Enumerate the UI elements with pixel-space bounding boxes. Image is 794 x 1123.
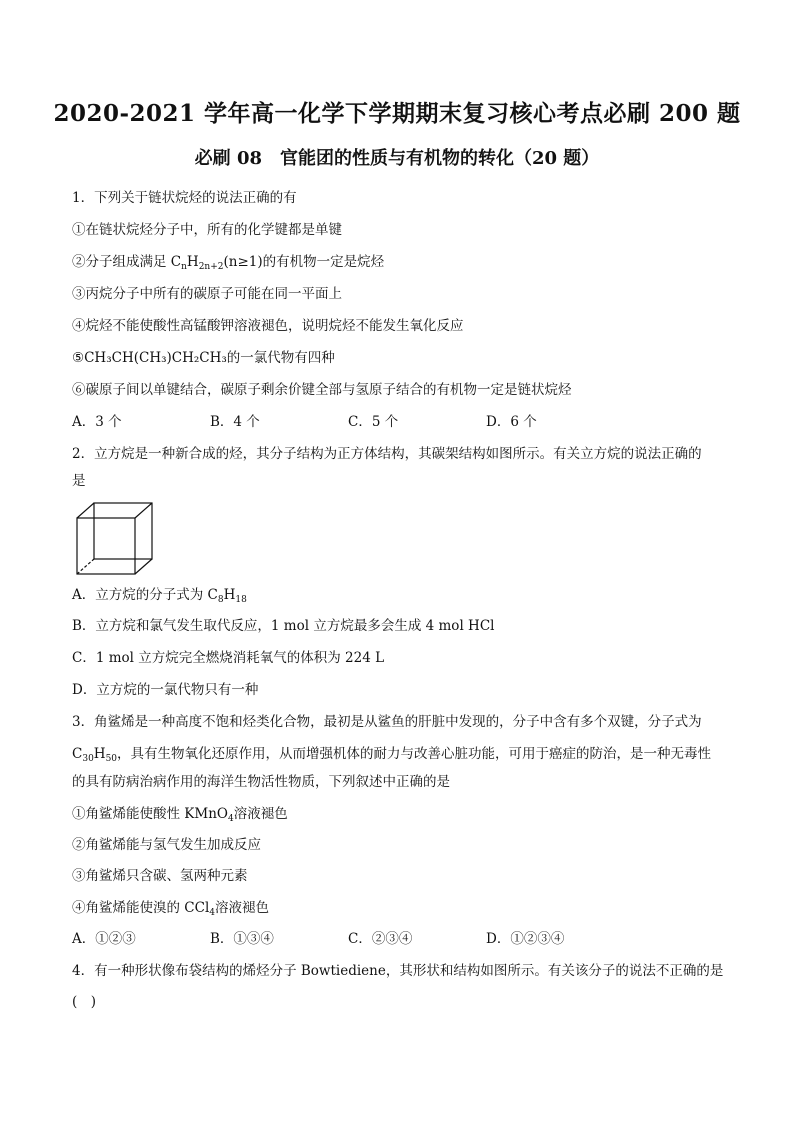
q2-option-d: D．立方烷的一氯代物只有一种 bbox=[72, 682, 259, 698]
q2-stem-line-2: 是 bbox=[72, 473, 86, 489]
q1-option-c: C．5 个 bbox=[348, 414, 399, 430]
q4-stem-line-1: 4．有一种形状像布袋结构的烯烃分子 Bowtiediene，其形状和结构如图所示。有关该分子的说法不正确的是 bbox=[72, 963, 724, 979]
q1-statement-6: ⑥碳原子间以单键结合，碳原子剩余价键全部与氢原子结合的有机物一定是链状烷烃 bbox=[72, 382, 572, 398]
q1-statement-1: ①在链状烷烃分子中，所有的化学键都是单键 bbox=[72, 222, 342, 238]
cubane-figure bbox=[76, 502, 156, 578]
q1-statement-2: ②分子组成满足 $C_nH_{2n+2}(n\ge 1)$的有机物一定是烷烃 bbox=[72, 254, 385, 272]
q4-stem-line-2: ( ) bbox=[72, 994, 97, 1010]
q3-stem-line-2: $C_{30}H_{50}$，具有生物氧化还原作用，从而增强机体的耐力与改善心脏功能，可用于癌症的防治，是一种无毒性 bbox=[72, 746, 712, 764]
q1-option-a: A．3 个 bbox=[72, 414, 122, 430]
q1-option-b: B．4 个 bbox=[210, 414, 260, 430]
q2-option-c: C．1 mol 立方烷完全燃烧消耗氧气的体积为 224 L bbox=[72, 650, 385, 666]
q3-statement-3: ③角鲨烯只含碳、氢两种元素 bbox=[72, 868, 248, 884]
q2-option-b: B．立方烷和氯气发生取代反应，1 mol 立方烷最多会生成 4 mol HCl bbox=[72, 618, 495, 634]
q1-statement-5: ⑤CH₃CH(CH₃)CH₂CH₃的一氯代物有四种 bbox=[72, 350, 335, 366]
q3-statement-4: ④角鲨烯能使溴的 CCl$_4$溶液褪色 bbox=[72, 900, 270, 918]
q3-statement-1: ①角鲨烯能使酸性 KMnO$_4$溶液褪色 bbox=[72, 806, 288, 824]
q3-stem-line-3: 的具有防病治病作用的海洋生物活性物质，下列叙述中正确的是 bbox=[72, 774, 450, 790]
q1-option-d: D．6 个 bbox=[486, 414, 537, 430]
q1-statement-3: ③丙烷分子中所有的碳原子可能在同一平面上 bbox=[72, 286, 342, 302]
q2-stem-line-1: 2．立方烷是一种新合成的烃，其分子结构为正方体结构，其碳架结构如图所示。有关立方烷的说法正确的 bbox=[72, 446, 702, 462]
document-subtitle: 必刷 08 官能团的性质与有机物的转化（20 题） bbox=[194, 148, 600, 169]
q3-option-d: D．①②③④ bbox=[486, 931, 565, 947]
q3-stem-line-1: 3．角鲨烯是一种高度不饱和烃类化合物，最初是从鲨鱼的肝脏中发现的，分子中含有多个双键，分子式为 bbox=[72, 714, 702, 730]
q3-option-c: C．②③④ bbox=[348, 931, 413, 947]
q3-statement-2: ②角鲨烯能与氢气发生加成反应 bbox=[72, 837, 261, 853]
q3-option-a: A．①②③ bbox=[72, 931, 136, 947]
q1-statement-4: ④烷烃不能使酸性高锰酸钾溶液褪色，说明烷烃不能发生氧化反应 bbox=[72, 318, 464, 334]
q1-stem: 1．下列关于链状烷烃的说法正确的有 bbox=[72, 190, 297, 206]
q2-option-a: A．立方烷的分子式为 $C_8H_{18}$ bbox=[72, 587, 247, 605]
q3-option-b: B．①③④ bbox=[210, 931, 274, 947]
document-title: 2020-2021 学年高一化学下学期期末复习核心考点必刷 200 题 bbox=[53, 100, 741, 127]
